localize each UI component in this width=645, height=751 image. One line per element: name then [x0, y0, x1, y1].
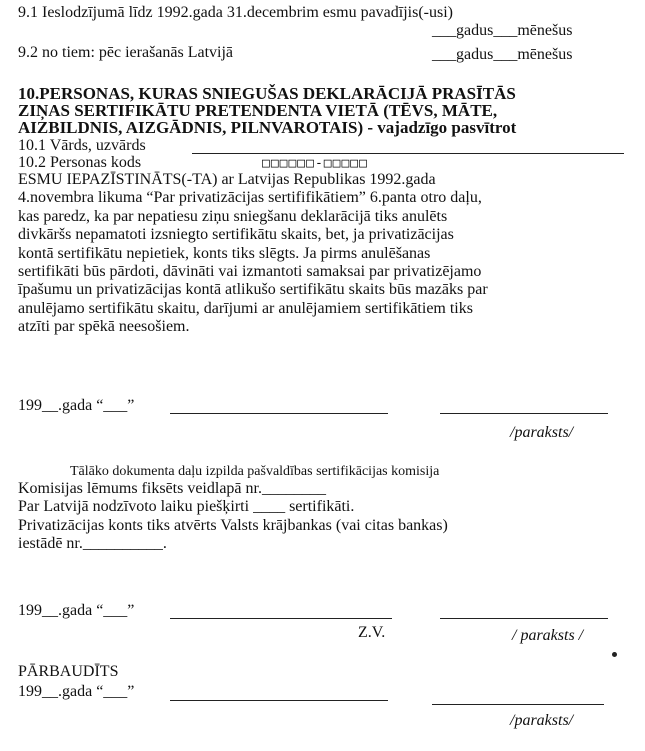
- signature-label-2: / paraksts /: [512, 627, 584, 644]
- signature-line-2[interactable]: [440, 618, 608, 619]
- declaration-line: kas paredz, ka par nepatiesu ziņu sniegšanu deklarācijā tiks anulēts: [18, 207, 448, 225]
- date-input-line-2[interactable]: [170, 618, 392, 619]
- personal-code-label: 10.2 Personas kods: [18, 154, 142, 171]
- declaration-line: sertifikāti būs pārdoti, dāvināti vai izmantoti samaksai par privatizējamo: [18, 263, 482, 281]
- section-9-1-years-months: ___gadus___mēnešus: [432, 22, 573, 39]
- declaration-line: anulējamo sertifikātu skaitu, darījumi ar anulējamiem sertifikātiem tiks: [18, 299, 473, 317]
- section-9-1-text: 9.1 Ieslodzījumā līdz 1992.gada 31.decembrim esmu pavadījis(-usi): [18, 4, 453, 21]
- commission-intro: Tālāko dokumenta daļu izpilda pašvaldības sertifikācijas komisija: [70, 464, 440, 479]
- signature-label-1: /paraksts/: [510, 424, 574, 441]
- verified-signature-line[interactable]: [432, 704, 604, 705]
- date-field-2: 199__.gada “___”: [18, 602, 135, 619]
- verified-signature-label: /paraksts/: [510, 712, 574, 729]
- commission-line-4: iestādē nr.__________.: [18, 535, 167, 552]
- commission-line-2: Par Latvijā nodzīvoto laiku piešķirti ____ sertifikāti.: [18, 498, 355, 515]
- stamp-label: Z.V.: [358, 624, 386, 641]
- declaration-line: divkāršs nepamatoti izsniegto sertifikātu skaits, bet, ja privatizācijas: [18, 226, 454, 244]
- section-9-2-text: 9.2 no tiem: pēc ierašanās Latvijā: [18, 44, 234, 61]
- verified-date-input-line[interactable]: [170, 700, 388, 701]
- declaration-line: atzīti par spēkā neesošiem.: [18, 318, 190, 336]
- declaration-line: kontā sertifikātu nepietiek, konts tiks slēgts. Ja pirms anulēšanas: [18, 244, 431, 262]
- declaration-line: ESMU IEPAZĪSTINĀTS(-TA) ar Latvijas Republikas 1992.gada: [18, 171, 436, 188]
- verified-date-field: 199__.gada “___”: [18, 683, 135, 700]
- name-input-line[interactable]: [192, 153, 624, 154]
- name-label: 10.1 Vārds, uzvārds: [18, 137, 146, 154]
- commission-line-3: Privatizācijas konts tiks atvērts Valsts krājbankas (vai citas bankas): [18, 517, 448, 534]
- personal-code-boxes[interactable]: □□□□□□-□□□□□: [262, 156, 368, 171]
- date-input-line-1[interactable]: [170, 413, 388, 414]
- section-10-heading-line-1: 10.PERSONAS, KURAS SNIEGUŠAS DEKLARĀCIJĀ PRASĪTĀS: [18, 84, 516, 103]
- commission-line-1: Komisijas lēmums fiksēts veidlapā nr.________: [18, 480, 326, 497]
- date-field-1: 199__.gada “___”: [18, 397, 135, 414]
- verified-label: PĀRBAUDĪTS: [18, 663, 119, 680]
- section-9-2-years-months: ___gadus___mēnešus: [432, 46, 573, 63]
- section-10-heading-line-3: AIZBILDNIS, AIZGĀDNIS, PILNVAROTAIS) - vajadzīgo pasvītrot: [18, 118, 517, 137]
- section-10-heading-line-2: ZIŅAS SERTIFIKĀTU PRETENDENTA VIETĀ (TĒVS, MĀTE,: [18, 101, 498, 120]
- declaration-line: īpašumu un privatizācijas kontā atlikušo sertifikātu skaits būs mazāks par: [18, 281, 488, 299]
- declaration-line: 4.novembra likuma “Par privatizācijas sertififikātiem” 6.panta otro daļu,: [18, 189, 482, 207]
- dot-mark: [612, 652, 617, 657]
- signature-line-1[interactable]: [440, 413, 608, 414]
- declaration-paragraph: [18, 171, 628, 337]
